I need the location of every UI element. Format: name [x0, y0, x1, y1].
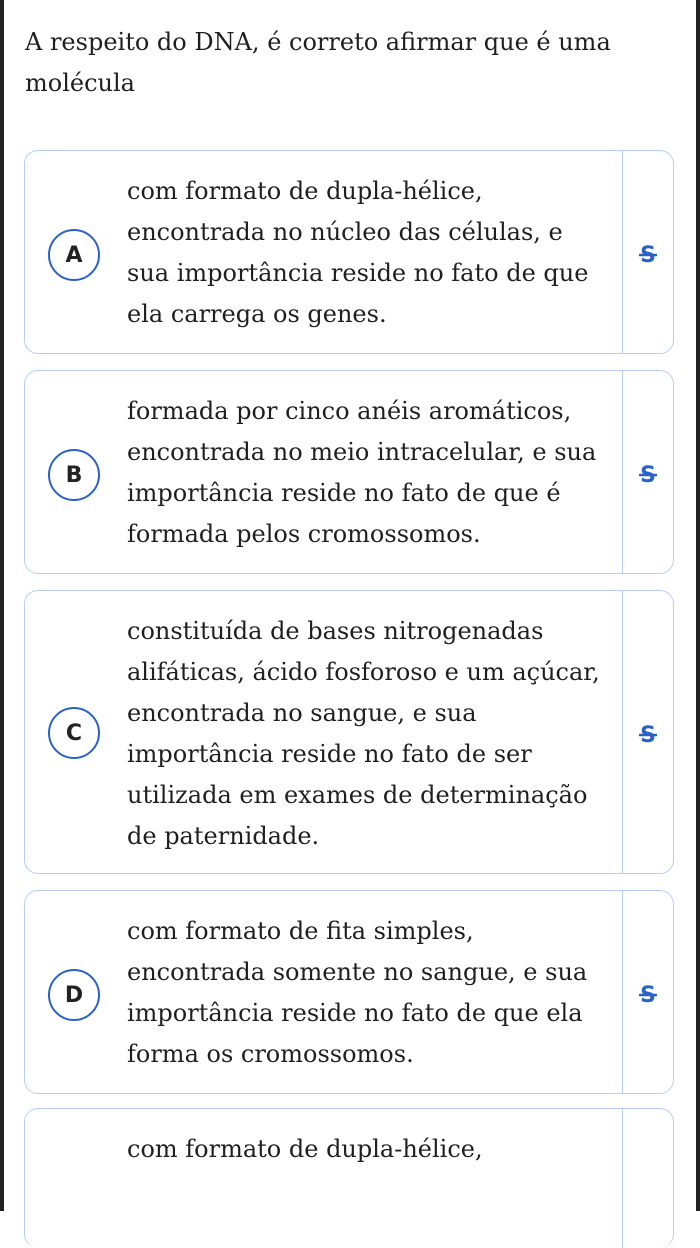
option-letter-d[interactable]: D [48, 969, 100, 1021]
strikethrough-icon [637, 240, 659, 270]
strike-button-d[interactable] [622, 977, 674, 1013]
option-d[interactable] [24, 890, 674, 1094]
option-c[interactable] [24, 590, 674, 874]
left-edge-bar [0, 0, 4, 1211]
option-text-b: formada por cinco anéis aromáticos, encontrada no meio intracelular, e sua importância reside no fato de que é formada pelos cromossomos. [127, 397, 597, 548]
option-text-d: com formato de fita simples, encontrada somente no sangue, e sua importância reside no fato de que ela forma os cromossomos. [127, 917, 588, 1068]
svg-text:S: S [640, 723, 656, 748]
option-text-e: com formato de dupla-hélice, [127, 1135, 483, 1163]
option-divider [622, 1109, 623, 1248]
svg-text:S: S [640, 463, 656, 488]
strike-button-c[interactable] [622, 717, 674, 753]
question-text: A respeito do DNA, é correto afirmar que é uma molécula [25, 28, 611, 97]
option-letter-c[interactable]: C [48, 707, 100, 759]
option-letter-a[interactable]: A [48, 229, 100, 281]
option-e[interactable] [24, 1108, 674, 1248]
strikethrough-icon [637, 980, 659, 1010]
strikethrough-icon [637, 720, 659, 750]
svg-text:S: S [640, 983, 656, 1008]
option-a[interactable] [24, 150, 674, 354]
right-edge-bar [696, 0, 700, 1211]
option-text-a: com formato de dupla-hélice, encontrada no núcleo das células, e sua importância reside no fato de que ela carrega os genes. [127, 177, 589, 328]
svg-text:S: S [640, 243, 656, 268]
option-letter-b[interactable]: B [48, 449, 100, 501]
option-text-c: constituída de bases nitrogenadas alifáticas, ácido fosforoso e um açúcar, encontrada no sangue, e sua importância reside no fato de ser utilizada em exames de determinação de paternidade. [127, 617, 600, 850]
strike-button-b[interactable] [622, 457, 674, 493]
option-b[interactable] [24, 370, 674, 574]
strike-button-a[interactable] [622, 237, 674, 273]
strikethrough-icon [637, 460, 659, 490]
